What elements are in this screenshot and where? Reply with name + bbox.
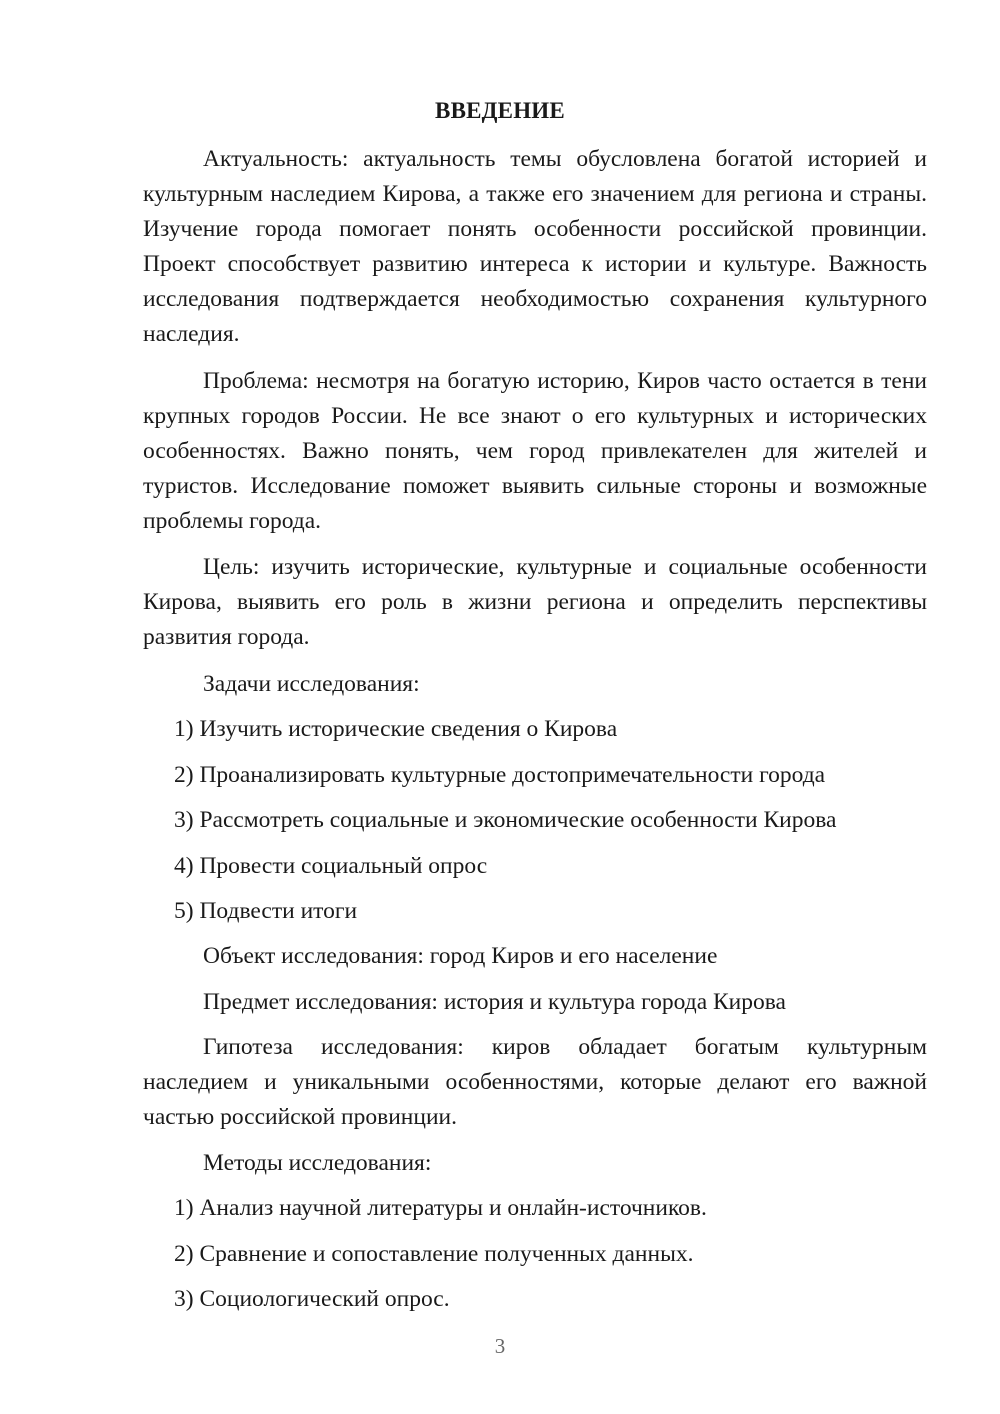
task-item: 4) Провести социальный опрос — [174, 853, 488, 879]
page-number: 3 — [494, 1334, 506, 1358]
relevance-paragraph: Актуальность: актуальность темы обусловлена богатой историей и культурным наследием Кирова, а также его значением для региона и страны. Изучение города помогает понять особенности российской провинции. Проект способствует развитию интереса к истории и культуре. Важность исследования подтверждается необходимостью сохранения культурного наследия. — [143, 146, 927, 347]
method-item: 3) Социологический опрос. — [174, 1286, 450, 1312]
task-item: 2) Проанализировать культурные достопримечательности города — [174, 762, 826, 788]
task-item: 3) Рассмотреть социальные и экономические особенности Кирова — [174, 807, 837, 833]
methods-heading: Методы исследования: — [203, 1150, 432, 1176]
method-item: 1) Анализ научной литературы и онлайн-источников. — [174, 1195, 707, 1221]
hypothesis-paragraph: Гипотеза исследования: киров обладает богатым культурным наследием и уникальными особенностями, которые делают его важной частью российской провинции. — [143, 1034, 927, 1130]
tasks-heading: Задачи исследования: — [203, 671, 420, 697]
goal-paragraph: Цель: изучить исторические, культурные и социальные особенности Кирова, выявить его роль в жизни региона и определить перспективы развития города. — [143, 554, 927, 650]
method-item: 2) Сравнение и сопоставление полученных данных. — [174, 1241, 694, 1267]
task-item: 1) Изучить исторические сведения о Кирова — [174, 716, 618, 742]
research-subject: Предмет исследования: история и культура города Кирова — [203, 989, 786, 1015]
page-title: ВВЕДЕНИЕ — [435, 98, 565, 123]
problem-paragraph: Проблема: несмотря на богатую историю, Киров часто остается в тени крупных городов России. Не все знают о его культурных и исторических особенностях. Важно понять, чем город привлекателен для жителей и туристов. Исследование поможет выявить сильные стороны и возможные проблемы города. — [143, 368, 927, 534]
task-item: 5) Подвести итоги — [174, 898, 358, 924]
research-object: Объект исследования: город Киров и его население — [203, 943, 718, 969]
